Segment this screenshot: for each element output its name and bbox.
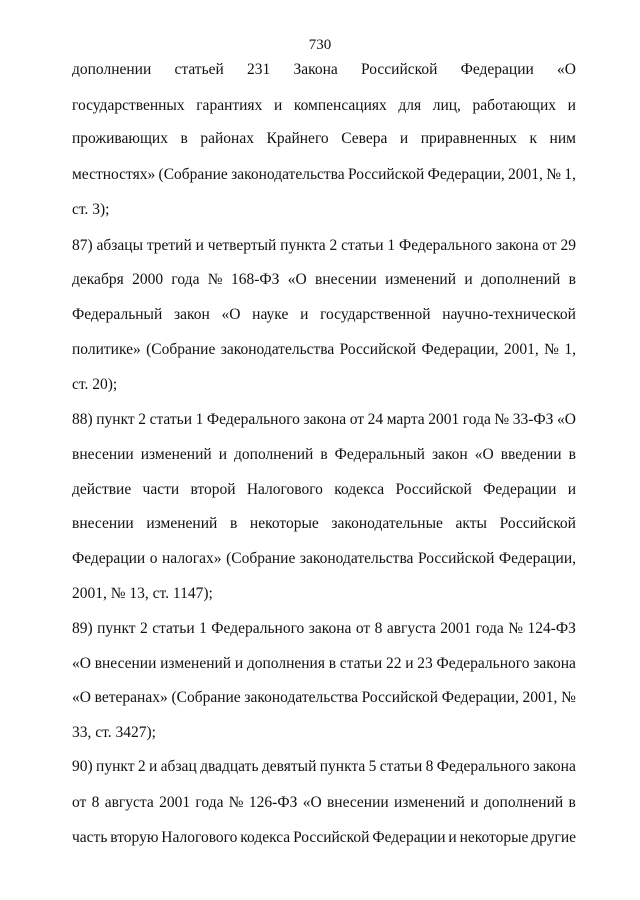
word: 5	[368, 758, 377, 775]
text-line: ст. 3);	[72, 201, 110, 218]
word: государственной	[320, 306, 431, 323]
word: 1,	[564, 166, 576, 183]
word: и	[464, 271, 473, 288]
word: 88)	[72, 411, 93, 428]
word: Федеральный	[72, 306, 163, 323]
word: введении	[500, 446, 562, 463]
word: «О	[557, 61, 576, 78]
word: действие	[72, 481, 132, 498]
word: абзац	[160, 758, 197, 775]
word: Российской	[499, 515, 576, 532]
word: в	[328, 655, 337, 672]
text-line	[72, 549, 576, 569]
word: Федеральный	[334, 446, 425, 463]
word: 1,	[564, 341, 576, 358]
text-line	[72, 828, 576, 848]
text-line	[72, 129, 576, 149]
word: районах	[200, 130, 254, 147]
word: августа	[386, 620, 436, 637]
word: четвертый	[207, 237, 277, 254]
word: Федерации,	[427, 166, 505, 183]
word: компенсациях	[293, 97, 387, 114]
word: в	[180, 130, 188, 147]
word: государственных	[72, 97, 185, 114]
text-line	[72, 514, 576, 534]
page-number: 730	[308, 37, 332, 53]
word: 2001	[428, 411, 460, 428]
word: №	[508, 620, 523, 637]
word: 2001	[159, 794, 191, 811]
word: Налогового	[161, 829, 238, 846]
word: (Собрание	[226, 550, 296, 567]
word: приравненных	[420, 130, 517, 147]
word: части	[142, 481, 180, 498]
word: и	[567, 97, 576, 114]
word: пункта	[319, 758, 366, 775]
word: статьи	[152, 620, 195, 637]
word: внесении	[72, 446, 134, 463]
word: 124-ФЗ	[527, 620, 576, 637]
word: местностях»	[72, 166, 156, 183]
word: и	[218, 446, 227, 463]
word: года	[171, 271, 200, 288]
word: от	[349, 411, 365, 428]
text-line: 33, ст. 3427);	[72, 724, 156, 741]
word: 2001,	[503, 341, 539, 358]
word: ветеранах»	[94, 689, 168, 706]
word: дополнений	[481, 271, 561, 288]
word: и	[149, 758, 158, 775]
word: в	[320, 446, 328, 463]
text-line	[72, 688, 576, 708]
word: абзацы	[96, 237, 143, 254]
word: Федерации	[72, 550, 146, 567]
word: законодательства	[220, 341, 335, 358]
word: кодекса	[240, 829, 291, 846]
text-line	[72, 445, 576, 465]
word: 22	[385, 655, 402, 672]
word: 89)	[72, 620, 93, 637]
word: пункт	[97, 620, 136, 637]
word: пункт	[96, 411, 135, 428]
text-line	[72, 480, 576, 500]
word: Налогового	[246, 481, 323, 498]
word: в	[568, 446, 576, 463]
word: третий	[146, 237, 192, 254]
word: Российской	[347, 166, 425, 183]
word: 2	[140, 620, 148, 637]
word: 1	[387, 237, 396, 254]
word: науке	[252, 306, 289, 323]
word: 2	[137, 758, 146, 775]
word: внесении	[315, 271, 377, 288]
word: и	[273, 97, 283, 114]
word: года	[195, 794, 224, 811]
word: изменений	[160, 655, 232, 672]
word: Федерации,	[441, 689, 519, 706]
word: Крайнего	[266, 130, 329, 147]
word: Российской	[361, 61, 438, 78]
word: августа	[104, 794, 154, 811]
word: 2001	[440, 620, 472, 637]
word: 2	[329, 237, 338, 254]
word: изменений	[394, 794, 465, 811]
word: и	[300, 306, 309, 323]
word: Федерации,	[421, 341, 499, 358]
word: года	[475, 620, 504, 637]
word: закон	[173, 306, 210, 323]
word: №	[494, 411, 510, 428]
word: дополнения	[246, 655, 325, 672]
word: статьи	[379, 758, 423, 775]
text-line	[72, 165, 576, 185]
word: 8	[91, 794, 100, 811]
word: Российской	[339, 341, 417, 358]
word: «О	[474, 446, 494, 463]
text-line	[72, 340, 576, 360]
word: Федерации	[372, 829, 446, 846]
word: и	[234, 655, 244, 672]
word: законодательства	[231, 166, 345, 183]
word: законодательные	[331, 515, 443, 532]
word: статьей	[174, 61, 224, 78]
word: №	[207, 271, 223, 288]
word: от	[542, 237, 557, 254]
word: и	[405, 655, 414, 672]
word: и	[448, 829, 457, 846]
word: №	[228, 794, 244, 811]
word: дополнении	[72, 61, 152, 78]
word: «О	[557, 411, 576, 428]
word: пункт	[96, 758, 135, 775]
word: законодательства	[244, 689, 358, 706]
word: законодательства	[299, 550, 414, 567]
word: «О	[302, 794, 322, 811]
word: Закона	[293, 61, 338, 78]
word: марта	[386, 411, 425, 428]
word: 24	[367, 411, 384, 428]
word: и	[470, 794, 479, 811]
text-line	[72, 270, 576, 290]
word: «О	[72, 689, 91, 706]
word: закона	[303, 411, 347, 428]
text-line	[72, 305, 576, 325]
word: часть	[72, 829, 108, 846]
word: акты	[455, 515, 487, 532]
word: 8	[425, 758, 434, 775]
word: в	[568, 271, 576, 288]
word: 87)	[72, 237, 93, 254]
word: дополнений	[234, 446, 314, 463]
word: гарантиях	[196, 97, 263, 114]
word: закона	[308, 620, 352, 637]
word: 1	[195, 411, 204, 428]
word: изменений	[146, 515, 218, 532]
word: налогах»	[162, 550, 222, 567]
word: 1	[199, 620, 207, 637]
word: года	[462, 411, 491, 428]
word: №	[546, 166, 561, 183]
text-line	[72, 654, 576, 674]
word: дополнений	[483, 794, 564, 811]
word: некоторые	[459, 829, 529, 846]
word: для	[398, 97, 422, 114]
word: вторую	[110, 829, 159, 846]
word: Федерального	[436, 655, 530, 672]
word: Федерации	[483, 481, 557, 498]
word: 23	[417, 655, 433, 672]
word: декабря	[72, 271, 124, 288]
word: пункта	[280, 237, 326, 254]
word: внесении	[326, 794, 389, 811]
word: 8	[374, 620, 383, 637]
text-line	[72, 96, 576, 116]
word: №	[544, 341, 559, 358]
word: некоторые	[249, 515, 319, 532]
word: статьи	[339, 655, 383, 672]
word: и	[399, 130, 409, 147]
word: 231	[247, 61, 271, 78]
word: статьи	[341, 237, 384, 254]
word: другие	[531, 829, 576, 846]
text-line: 2001, № 13, ст. 1147);	[72, 585, 213, 602]
word: (Собрание	[146, 341, 216, 358]
word: 33-ФЗ	[512, 411, 554, 428]
word: Федерального	[206, 411, 300, 428]
word: Российской	[361, 689, 439, 706]
word: 2001,	[522, 689, 558, 706]
word: Севера	[341, 130, 388, 147]
word: Федерации,	[498, 550, 576, 567]
text-line	[72, 236, 576, 256]
word: кодекса	[334, 481, 385, 498]
word: в	[229, 515, 238, 532]
word: статьи	[149, 411, 193, 428]
word: внесении	[72, 515, 134, 532]
word: закона	[533, 758, 576, 775]
text-line	[72, 619, 576, 639]
word: (Собрание	[158, 166, 228, 183]
word: второй	[190, 481, 236, 498]
word: «О	[287, 271, 307, 288]
word: Федерального	[398, 237, 492, 254]
word: Федерального	[211, 620, 305, 637]
word: 90)	[72, 758, 93, 775]
word: и	[195, 237, 204, 254]
word: «О	[72, 655, 91, 672]
word: внесении	[94, 655, 157, 672]
word: 29	[560, 237, 576, 254]
word: закон	[431, 446, 468, 463]
word: лиц,	[432, 97, 461, 114]
word: Федерального	[436, 758, 530, 775]
word: закона	[533, 655, 576, 672]
word: 126-ФЗ	[248, 794, 298, 811]
word: (Собрание	[171, 689, 241, 706]
word: о	[149, 550, 158, 567]
word: работающих	[472, 97, 557, 114]
word: в	[568, 794, 576, 811]
word: девятый	[261, 758, 317, 775]
word: Российской	[293, 829, 370, 846]
word: «О	[221, 306, 241, 323]
word: изменений	[385, 271, 457, 288]
word: 2000	[132, 271, 164, 288]
text-line	[72, 410, 576, 430]
word: ним	[549, 130, 576, 147]
word: Российской	[417, 550, 495, 567]
word: изменений	[140, 446, 212, 463]
word: от	[355, 620, 371, 637]
word: Федерации	[460, 61, 534, 78]
word: научно-технической	[442, 306, 576, 323]
text-line	[72, 793, 576, 813]
word: №	[561, 689, 576, 706]
text-line: ст. 20);	[72, 376, 118, 393]
word: Российской	[395, 481, 472, 498]
word: к	[529, 130, 537, 147]
word: закона	[495, 237, 539, 254]
text-line	[72, 757, 576, 777]
word: 2	[138, 411, 146, 428]
text-line	[72, 60, 576, 80]
word: двадцать	[200, 758, 259, 775]
word: от	[72, 794, 87, 811]
word: 168-ФЗ	[230, 271, 280, 288]
word: политике»	[72, 341, 141, 358]
word: и	[567, 481, 576, 498]
word: проживающих	[72, 130, 168, 147]
word: 2001,	[508, 166, 543, 183]
